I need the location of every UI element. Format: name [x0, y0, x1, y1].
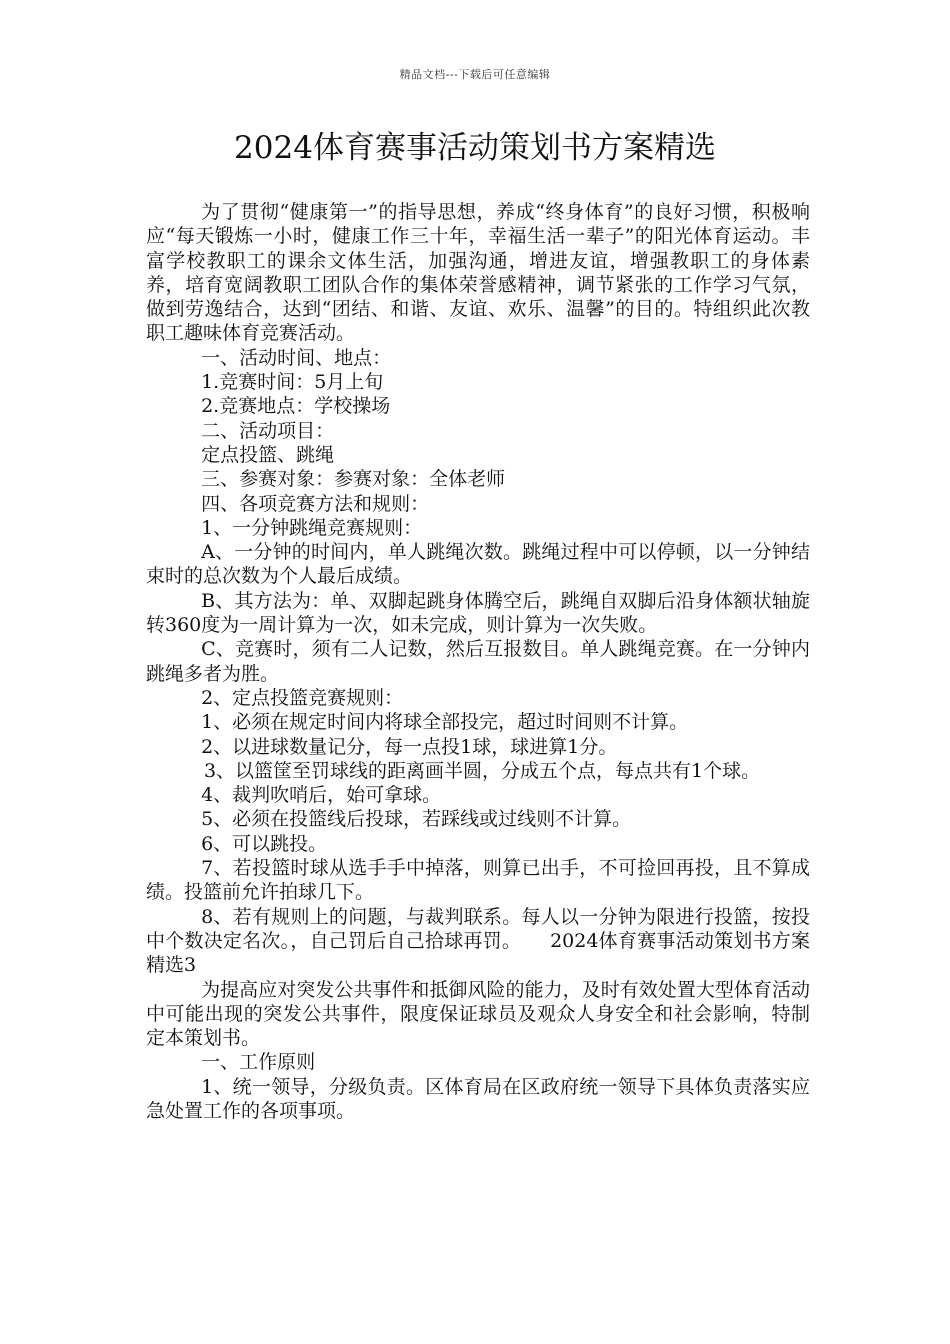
paragraph-section-participants: 三、参赛对象：参赛对象：全体老师 [201, 468, 506, 491]
paragraph-rope-rule-c: C、竞赛时，须有二人记数，然后互报数目。单人跳绳竞赛。在一分钟内跳绳多者为胜。 [146, 638, 810, 685]
paragraph-competition-time: 1.竞赛时间：5月上旬 [201, 371, 384, 394]
paragraph-plan-3-intro: 为提高应对突发公共事件和抵御风险的能力，及时有效处置大型体育活动中可能出现的突发公共事件，限度保证球员及观众人身安全和社会影响，特制定本策划书。 [146, 978, 810, 1050]
paragraph-shooting-rule-7: 7、若投篮时球从选手手中掉落，则算已出手，不可捡回再投，且不算成绩。投篮前允许拍球几下。 [146, 857, 810, 904]
paragraph-rope-rule-a: A、一分钟的时间内，单人跳绳次数。跳绳过程中可以停顿，以一分钟结束时的总次数为个人最后成绩。 [146, 541, 810, 588]
paragraph-events-list: 定点投篮、跳绳 [201, 443, 335, 466]
paragraph-section-time-place: 一、活动时间、地点： [201, 346, 392, 369]
paragraph-intro: 为了贯彻“健康第一”的指导思想，养成“终身体育”的良好习惯，积极响应“每天锻炼一小时，健康工作三十年，幸福生活一辈子”的阳光体育运动。丰富学校教职工的课余文体生活，加强沟通，增进友谊，增强教职工的身体素养，培育宽阔教职工团队合作的集体荣誉感精神，调节紧张的工作学习气氛，做到劳逸结合，达到“团结、和谐、友谊、欢乐、温馨”的目的。特组织此次教职工趣味体育竞赛活动。 [146, 201, 810, 345]
paragraph-principle-1: 1、统一领导，分级负责。区体育局在区政府统一领导下具体负责落实应急处置工作的各项事项。 [146, 1075, 810, 1122]
document-title: 2024体育赛事活动策划书方案精选 [234, 130, 716, 166]
paragraph-shooting-rule-5: 5、必须在投篮线后投球，若踩线或过线则不计算。 [201, 808, 632, 831]
header-note: 精品文档---下载后可任意编辑 [399, 68, 551, 81]
paragraph-rope-rules-heading: 1、一分钟跳绳竞赛规则： [201, 516, 423, 539]
paragraph-shooting-rule-4: 4、裁判吹哨后，始可拿球。 [201, 784, 442, 807]
paragraph-competition-place: 2.竞赛地点：学校操场 [201, 395, 391, 418]
document-body [146, 200, 810, 1123]
paragraph-shooting-rule-3: 3、以篮筐至罚球线的距离画半圆，分成五个点，每点共有1个球。 [203, 759, 761, 782]
paragraph-shooting-rule-1: 1、必须在规定时间内将球全部投完，超过时间则不计算。 [201, 711, 689, 734]
paragraph-shooting-rule-2: 2、以进球数量记分，每一点投1球，球进算1分。 [201, 735, 618, 758]
paragraph-section-events: 二、活动项目： [201, 419, 335, 442]
paragraph-shooting-rule-8: 8、若有规则上的问题，与裁判联系。每人以一分钟为限进行投篮，按投中个数决定名次。，自己罚后自己拾球再罚。 2024体育赛事活动策划书方案精选3 [146, 905, 810, 977]
paragraph-section-principles: 一、工作原则 [201, 1051, 316, 1074]
paragraph-section-rules: 四、各项竞赛方法和规则： [201, 492, 430, 515]
paragraph-shooting-rule-6: 6、可以跳投。 [201, 832, 328, 855]
paragraph-rope-rule-b: B、其方法为：单、双脚起跳身体腾空后，跳绳自双脚后沿身体额状轴旋转360度为一周计算为一次，如未完成，则计算为一次失败。 [146, 589, 810, 637]
paragraph-shooting-rules-heading: 2、定点投篮竞赛规则： [201, 686, 404, 709]
